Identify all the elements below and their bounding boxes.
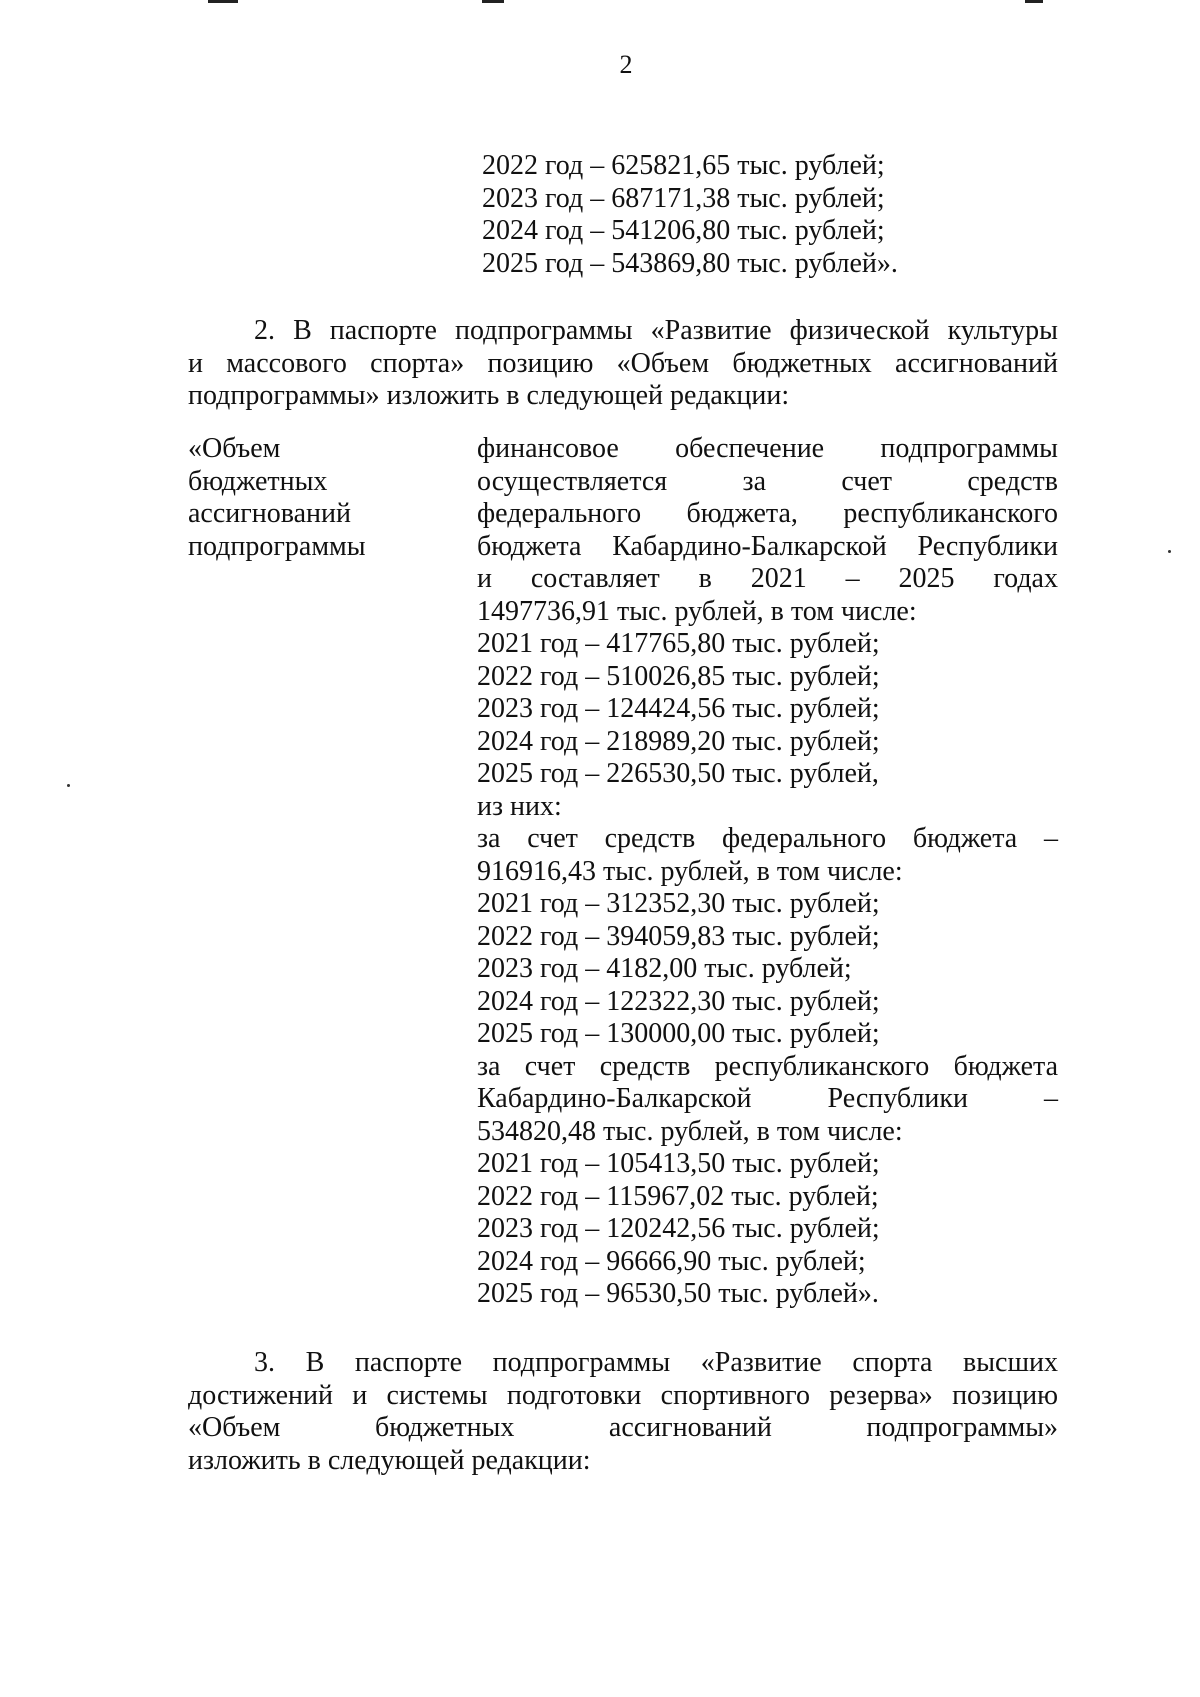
year-line: 2023 год – 687171,38 тыс. рублей; [482, 182, 885, 214]
scan-speck [1168, 550, 1171, 553]
paragraph-line: 3. В паспорте подпрограммы «Развитие спорта высших [254, 1347, 1058, 1378]
value-line: 2022 год – 510026,85 тыс. рублей; [477, 660, 880, 692]
section-3-paragraph [188, 1347, 1058, 1477]
label-line: бюджетных [188, 465, 328, 497]
value-line: федерального бюджета, республиканского [477, 498, 1058, 529]
value-line: 2023 год – 120242,56 тыс. рублей; [477, 1213, 880, 1244]
value-line: 2024 год – 96666,90 тыс. рублей; [477, 1245, 866, 1277]
year-line: 2022 год – 625821,65 тыс. рублей; [482, 150, 885, 181]
value-line: 2023 год – 124424,56 тыс. рублей; [477, 693, 880, 724]
paragraph-line: «Объем бюджетных ассигнований подпрограммы» [188, 1412, 1058, 1443]
year-line: 2024 год – 541206,80 тыс. рублей; [482, 215, 885, 246]
value-line: Кабардино-Балкарской Республики – [477, 1083, 1058, 1114]
value-line: 916916,43 тыс. рублей, в том числе: [477, 855, 903, 887]
scan-artifact [1025, 0, 1043, 3]
value-line: за счет средств федерального бюджета – [477, 823, 1058, 854]
scan-artifact [208, 0, 238, 3]
year-line: 2025 год – 543869,80 тыс. рублей». [482, 247, 898, 279]
value-line: 2021 год – 105413,50 тыс. рублей; [477, 1148, 880, 1179]
paragraph-line: 2. В паспорте подпрограммы «Развитие физической культуры [254, 315, 1058, 346]
value-line: 2025 год – 130000,00 тыс. рублей; [477, 1018, 880, 1049]
paragraph-line: изложить в следующей редакции: [188, 1444, 591, 1476]
paragraph-line: достижений и системы подготовки спортивного резерва» позицию [188, 1379, 1058, 1411]
value-line: за счет средств республиканского бюджета [477, 1050, 1058, 1082]
scan-artifact [482, 0, 504, 3]
value-line: 534820,48 тыс. рублей, в том числе: [477, 1115, 903, 1147]
label-line: подпрограммы [188, 530, 366, 562]
value-line: 2024 год – 122322,30 тыс. рублей; [477, 985, 880, 1017]
value-line: 2025 год – 96530,50 тыс. рублей». [477, 1278, 879, 1309]
value-line: осуществляется за счет средств [477, 465, 1058, 497]
label-line: «Объем [188, 433, 281, 464]
value-line: бюджета Кабардино-Балкарской Республики [477, 530, 1058, 562]
value-line: 2022 год – 115967,02 тыс. рублей; [477, 1180, 879, 1212]
value-line: 1497736,91 тыс. рублей, в том числе: [477, 595, 917, 627]
position-value [477, 433, 1058, 1311]
position-label [188, 433, 366, 563]
value-line: 2021 год – 417765,80 тыс. рублей; [477, 628, 880, 659]
value-line: 2024 год – 218989,20 тыс. рублей; [477, 725, 880, 757]
paragraph-line: подпрограммы» изложить в следующей редакции: [188, 380, 790, 411]
top-years-list [482, 150, 898, 280]
value-line: 2025 год – 226530,50 тыс. рублей, [477, 758, 879, 789]
value-line: финансовое обеспечение подпрограммы [477, 433, 1058, 464]
page-number: 2 [619, 50, 633, 79]
value-line: 2022 год – 394059,83 тыс. рублей; [477, 920, 880, 952]
value-line: из них: [477, 790, 562, 822]
section-2-paragraph [188, 315, 1058, 413]
value-line: 2023 год – 4182,00 тыс. рублей; [477, 953, 852, 984]
label-line: ассигнований [188, 498, 351, 529]
scan-speck [67, 784, 70, 787]
value-line: и составляет в 2021 – 2025 годах [477, 563, 1058, 594]
value-line: 2021 год – 312352,30 тыс. рублей; [477, 888, 880, 919]
paragraph-line: и массового спорта» позицию «Объем бюджетных ассигнований [188, 347, 1058, 379]
